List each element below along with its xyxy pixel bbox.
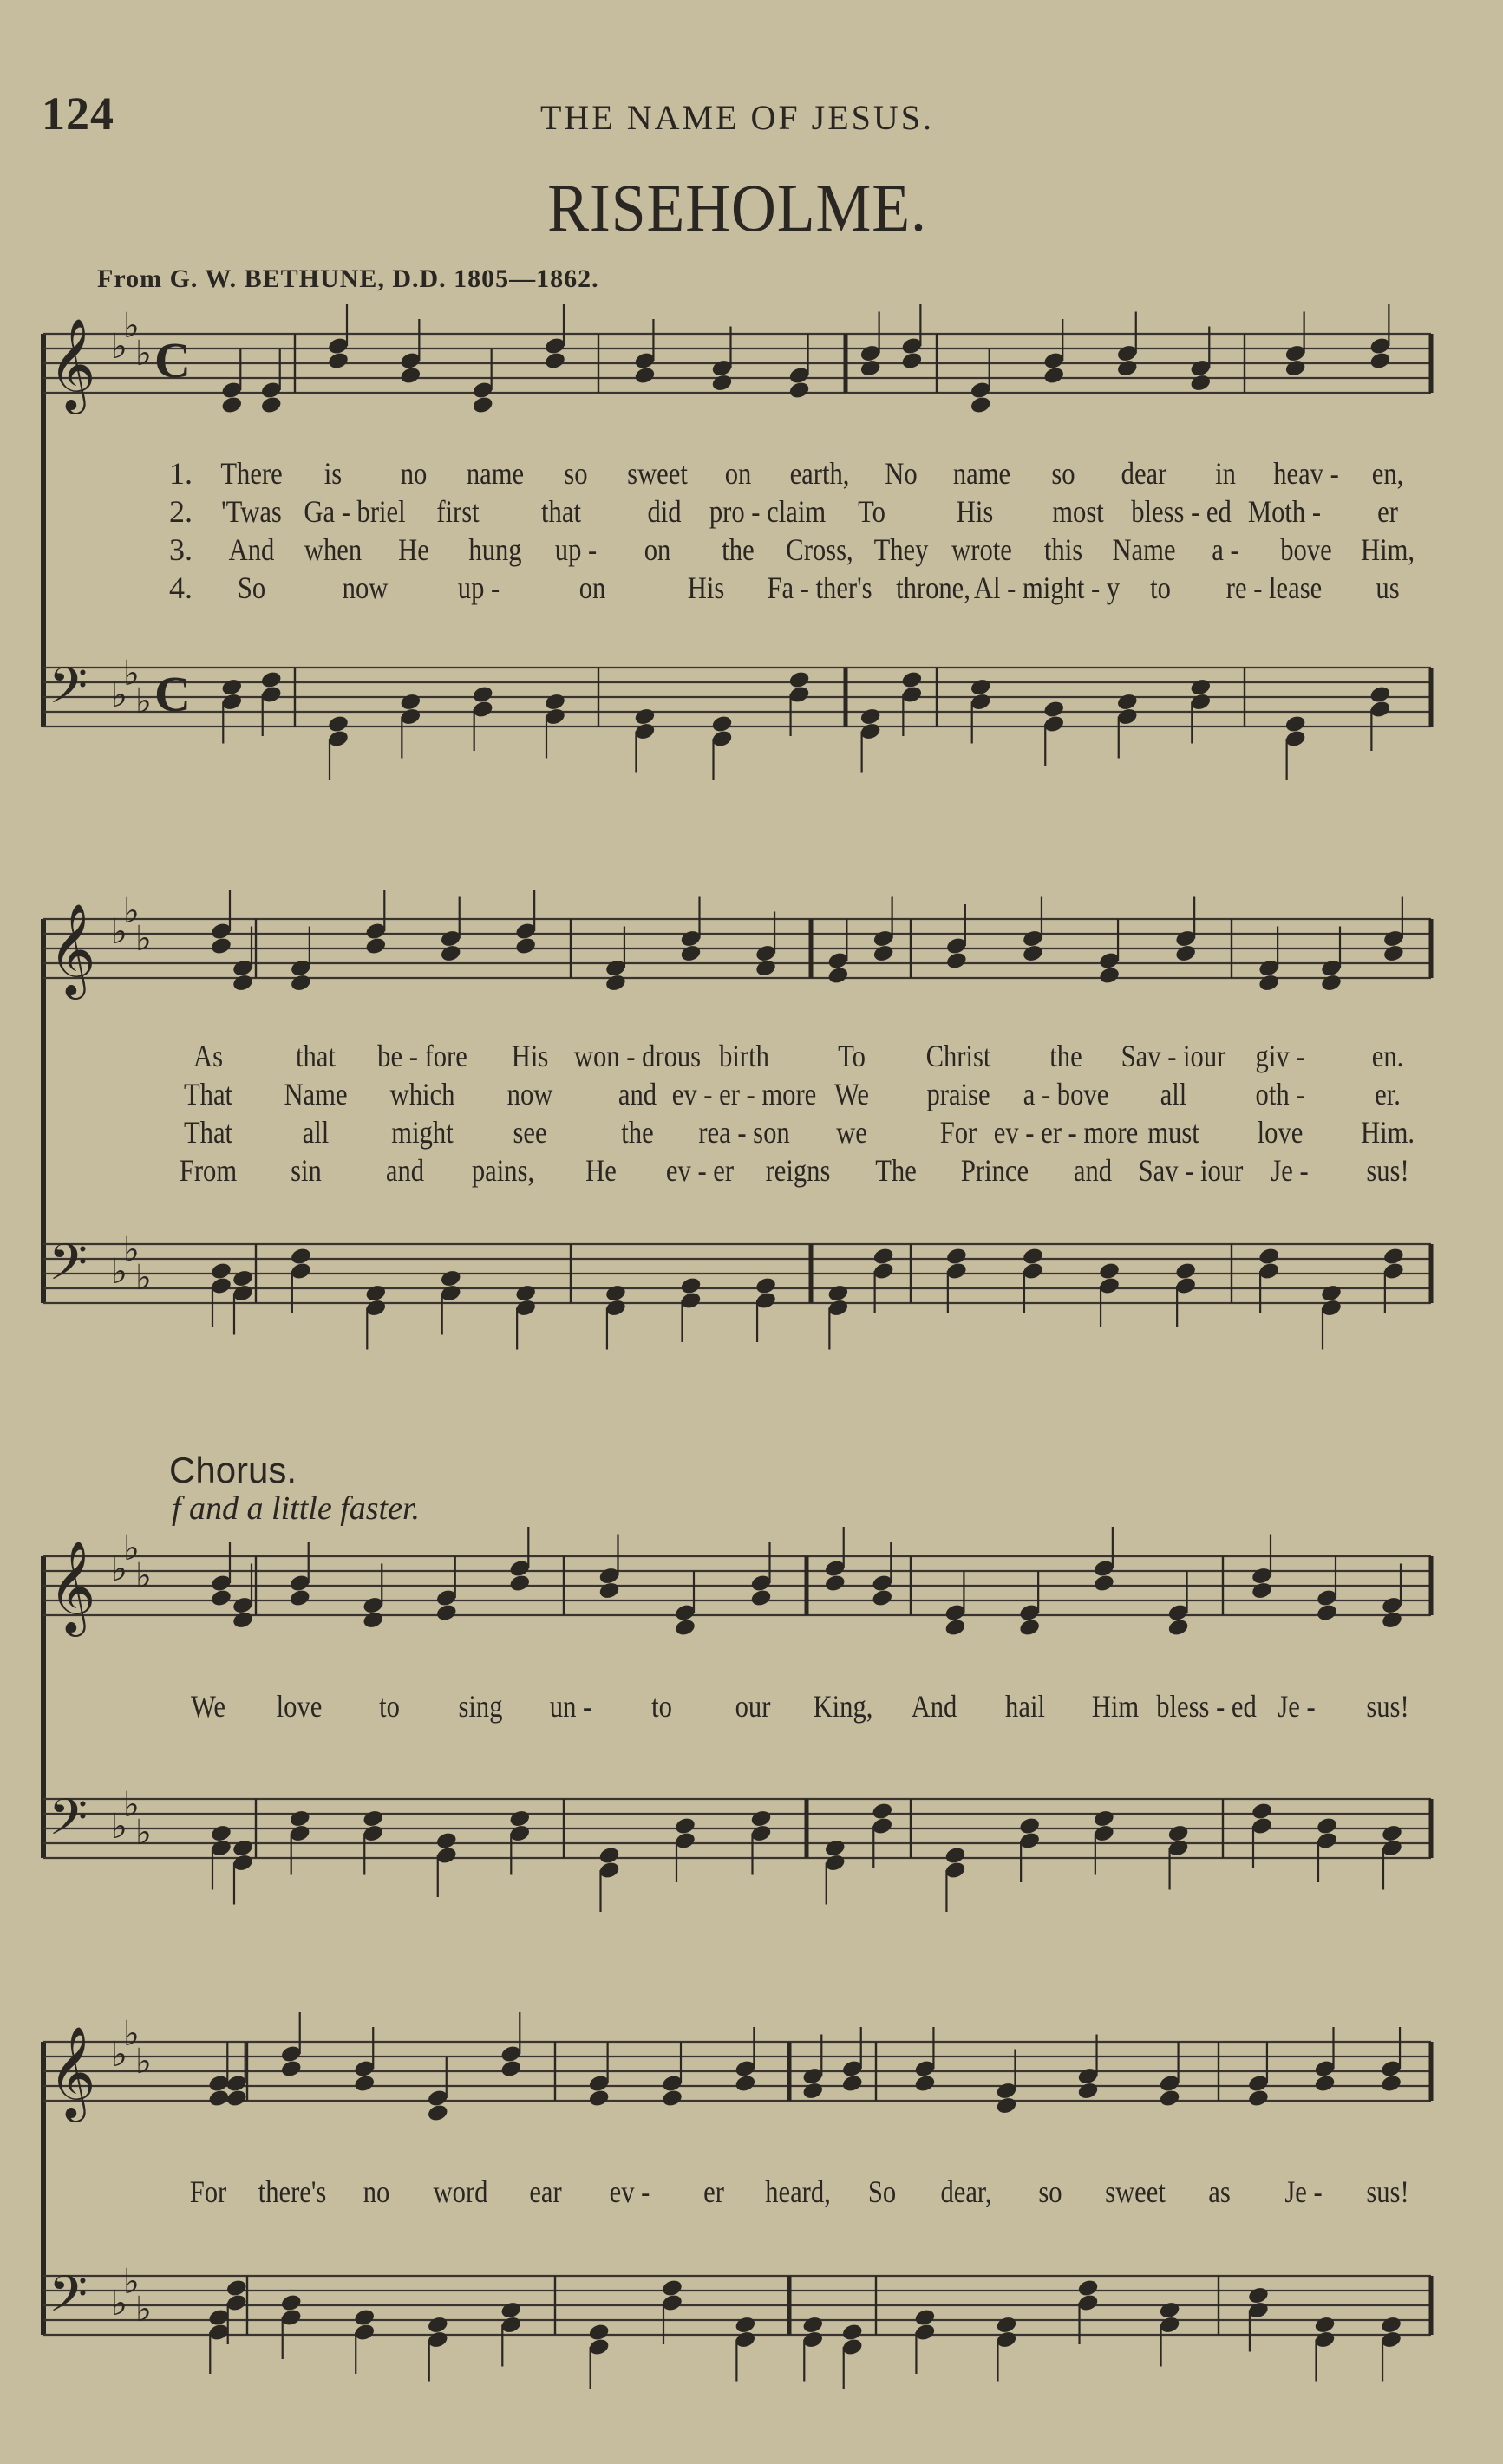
lyric-syllable: sus!	[1366, 1689, 1409, 1724]
lyric-syllable: er.	[1375, 1077, 1401, 1111]
lyric-syllable: They	[873, 532, 928, 567]
flat-icon: ♭	[135, 334, 152, 373]
lyric-syllable: er	[702, 2174, 724, 2209]
treble-clef-icon: 𝄞	[49, 903, 96, 995]
lyric-line-4-1	[0, 2174, 1422, 2213]
note	[588, 2323, 611, 2389]
lyric-syllable: might	[391, 1115, 454, 1150]
lyric-syllable: Name	[1112, 532, 1176, 567]
note	[207, 2042, 230, 2108]
lyric-syllable: We	[190, 1689, 226, 1724]
verse-number: 3.	[169, 532, 193, 567]
lyric-syllable: His	[687, 570, 725, 605]
lyric-syllable: Sav - iour	[1138, 1153, 1244, 1188]
verse-number: 1.	[169, 456, 193, 491]
lyric-syllable: Fa - ther's	[767, 570, 872, 605]
lyric-syllable: hung	[468, 532, 522, 567]
note	[1158, 2042, 1180, 2108]
lyric-line-1-3	[0, 531, 1422, 571]
lyric-syllable: name	[466, 456, 524, 491]
lyric-syllable: er	[1377, 494, 1398, 529]
lyric-syllable: giv -	[1255, 1039, 1305, 1073]
lyric-syllable: the	[1049, 1039, 1082, 1073]
lyric-syllable: Christ	[926, 1039, 991, 1073]
lyric-syllable: throne,	[896, 570, 970, 605]
flat-icon: ♭	[123, 1529, 140, 1568]
lyric-syllable: He	[398, 532, 429, 567]
flat-icon: ♭	[123, 2014, 140, 2053]
lyric-syllable: this	[1043, 532, 1082, 567]
lyric-syllable: Him.	[1360, 1115, 1415, 1150]
lyric-syllable: name	[953, 456, 1011, 491]
lyric-syllable: and	[1073, 1153, 1113, 1188]
note	[841, 2323, 864, 2389]
lyric-syllable: and	[618, 1077, 657, 1111]
flat-icon: ♭	[135, 2042, 152, 2081]
flat-icon: ♭	[135, 1813, 152, 1852]
flat-icon: ♭	[111, 327, 127, 366]
note	[1380, 2315, 1402, 2381]
note	[801, 2035, 824, 2101]
lyric-syllable: sweet	[627, 456, 688, 491]
lyric-syllable: our	[735, 1689, 771, 1724]
verse-number: 4.	[169, 570, 193, 605]
lyric-syllable: pains,	[471, 1153, 535, 1188]
lyric-syllable: Him,	[1360, 532, 1415, 567]
lyric-syllable: dear,	[940, 2174, 992, 2209]
lyric-syllable: oth -	[1255, 1077, 1305, 1111]
lyric-syllable: first	[436, 494, 480, 529]
lyric-line-1-2	[0, 493, 1422, 533]
lyric-syllable: We	[833, 1077, 869, 1111]
attribution: From G. W. BETHUNE, D.D. 1805—1862.	[97, 264, 599, 293]
note	[500, 2300, 522, 2366]
note	[661, 2042, 683, 2108]
flat-icon: ♭	[135, 1258, 152, 1297]
lyric-syllable: the	[722, 532, 755, 567]
lyric-syllable: dear	[1121, 456, 1167, 491]
lyric-syllable: there's	[258, 2174, 327, 2209]
lyric-syllable: sin	[291, 1153, 323, 1188]
lyric-line-3-1	[0, 1688, 1422, 1728]
note	[995, 2050, 1017, 2115]
flat-icon: ♭	[123, 1230, 140, 1269]
note	[207, 2308, 230, 2374]
lyric-syllable: us	[1376, 570, 1400, 605]
note	[1076, 2035, 1099, 2101]
lyric-syllable: To	[857, 494, 885, 529]
lyric-syllable: As	[193, 1039, 224, 1073]
lyric-syllable: now	[506, 1077, 553, 1111]
flat-icon: ♭	[123, 306, 140, 345]
note	[913, 2308, 936, 2374]
lyric-syllable: So	[867, 2174, 897, 2209]
lyric-syllable: in	[1214, 456, 1236, 491]
lyric-syllable: From	[179, 1153, 238, 1188]
lyric-syllable: sus!	[1366, 2174, 1409, 2209]
lyric-syllable: Cross,	[786, 532, 853, 567]
page-number: 124	[42, 88, 114, 140]
lyric-syllable: sus!	[1366, 1153, 1409, 1188]
lyric-line-2-2	[0, 1076, 1422, 1116]
chorus-label: Chorus.	[169, 1450, 297, 1490]
lyric-syllable: a - bove	[1023, 1077, 1109, 1111]
note	[734, 2027, 756, 2093]
lyric-syllable: And	[911, 1689, 957, 1724]
lyric-syllable: we	[835, 1115, 867, 1150]
lyric-syllable: reigns	[765, 1153, 831, 1188]
lyric-line-1-1	[0, 455, 1422, 495]
lyric-syllable: ev - er	[665, 1153, 734, 1188]
lyric-syllable: ev - er - more	[671, 1077, 817, 1111]
lyric-syllable: That	[183, 1077, 233, 1111]
lyric-syllable: be - fore	[377, 1039, 468, 1073]
lyric-syllable: 'Twas	[221, 494, 282, 529]
lyric-syllable: so	[1038, 2174, 1063, 2209]
lyric-syllable: And	[228, 532, 275, 567]
note	[280, 2012, 303, 2078]
lyric-syllable: to	[379, 1689, 401, 1724]
flat-icon: ♭	[135, 919, 152, 958]
common-time-icon: C	[154, 666, 191, 722]
lyric-syllable: No	[884, 456, 918, 491]
lyric-syllable: bless - ed	[1131, 494, 1232, 529]
lyric-syllable: Him	[1091, 1689, 1140, 1724]
note	[734, 2315, 756, 2381]
lyric-syllable: Sav - iour	[1121, 1039, 1226, 1073]
lyric-syllable: all	[302, 1115, 329, 1150]
flat-icon: ♭	[111, 2035, 127, 2074]
note	[353, 2027, 376, 2093]
flat-icon: ♭	[111, 1549, 127, 1588]
lyric-syllable: did	[647, 494, 682, 529]
note	[1313, 2027, 1336, 2093]
lyric-syllable: praise	[926, 1077, 990, 1111]
bass-clef-icon: 𝄢	[49, 1233, 88, 1304]
note	[280, 2293, 303, 2359]
lyric-syllable: There	[220, 456, 283, 491]
lyric-syllable: word	[433, 2174, 488, 2209]
note	[588, 2042, 611, 2108]
lyric-syllable: love	[1258, 1115, 1304, 1150]
lyric-syllable: up -	[555, 532, 598, 567]
lyric-syllable: so	[564, 456, 588, 491]
lyric-syllable: Je -	[1278, 1689, 1317, 1724]
flat-icon: ♭	[111, 675, 127, 714]
lyric-syllable: must	[1147, 1115, 1199, 1150]
lyric-line-2-3	[0, 1114, 1422, 1154]
lyric-syllable: en,	[1371, 456, 1404, 491]
bass-clef-icon: 𝄢	[49, 1788, 88, 1859]
lyric-syllable: love	[276, 1689, 322, 1724]
note	[913, 2027, 936, 2093]
note	[500, 2012, 522, 2078]
lyric-syllable: ev -	[609, 2174, 650, 2209]
flat-icon: ♭	[111, 2284, 127, 2323]
lyric-syllable: on	[578, 570, 606, 605]
lyric-syllable: wrote	[951, 532, 1012, 567]
treble-clef-icon: 𝄞	[49, 2025, 96, 2118]
lyric-syllable: hail	[1004, 1689, 1045, 1724]
lyric-syllable: a -	[1212, 532, 1239, 567]
lyric-syllable: Je -	[1284, 2174, 1323, 2209]
lyric-syllable: To	[837, 1039, 866, 1073]
note	[1247, 2042, 1270, 2108]
lyric-syllable: pro - claim	[709, 494, 827, 529]
lyric-syllable: to	[651, 1689, 672, 1724]
lyric-syllable: which	[389, 1077, 455, 1111]
lyric-syllable: earth,	[789, 456, 850, 491]
lyric-syllable: Name	[284, 1077, 348, 1111]
lyric-syllable: when	[304, 532, 362, 567]
lyric-line-1-4	[0, 570, 1422, 609]
flat-icon: ♭	[135, 681, 152, 720]
lyric-syllable: King,	[813, 1689, 873, 1724]
lyric-syllable: heard,	[765, 2174, 831, 2209]
lyric-syllable: on	[644, 532, 671, 567]
note	[353, 2308, 376, 2374]
lyric-syllable: Je -	[1270, 1153, 1309, 1188]
lyric-syllable: He	[585, 1153, 618, 1188]
tempo-marking: f and a little faster.	[172, 1490, 421, 1527]
lyric-syllable: see	[513, 1115, 547, 1150]
lyric-syllable: is	[323, 456, 342, 491]
note	[427, 2057, 449, 2122]
flat-icon: ♭	[123, 1785, 140, 1824]
note	[1380, 2027, 1402, 2093]
lyric-syllable: Prince	[960, 1153, 1029, 1188]
lyric-syllable: sing	[458, 1689, 503, 1724]
lyric-syllable: so	[1051, 456, 1075, 491]
flat-icon: ♭	[111, 1252, 127, 1291]
lyric-syllable: bless - ed	[1155, 1689, 1257, 1724]
lyric-syllable: the	[620, 1115, 654, 1150]
lyric-syllable: So	[237, 570, 266, 605]
lyric-syllable: His	[956, 494, 993, 529]
tune-title: RISEHOLME.	[547, 170, 927, 245]
bass-clef-icon: 𝄢	[49, 2265, 88, 2336]
lyric-syllable: won - drous	[573, 1039, 701, 1073]
lyric-syllable: That	[183, 1115, 233, 1150]
lyric-syllable: most	[1051, 494, 1104, 529]
lyric-syllable: For	[189, 2174, 227, 2209]
lyric-syllable: on	[725, 456, 752, 491]
bass-clef-icon: 𝄢	[49, 656, 88, 727]
lyric-syllable: heav -	[1273, 456, 1340, 491]
lyric-syllable: now	[342, 570, 389, 605]
lyric-syllable: as	[1207, 2174, 1231, 2209]
running-head: THE NAME OF JESUS.	[539, 98, 935, 137]
lyric-syllable: to	[1150, 570, 1171, 605]
flat-icon: ♭	[123, 891, 140, 930]
lyric-syllable: sweet	[1104, 2174, 1166, 2209]
lyric-syllable: bove	[1280, 532, 1333, 567]
note	[841, 2027, 864, 2093]
common-time-icon: C	[154, 332, 191, 388]
lyric-syllable: en.	[1371, 1039, 1404, 1073]
treble-clef-icon: 𝄞	[49, 317, 96, 410]
lyric-syllable: up -	[457, 570, 500, 605]
flat-icon: ♭	[123, 654, 140, 693]
lyric-syllable: all	[1160, 1077, 1187, 1111]
flat-icon: ♭	[135, 2290, 152, 2329]
lyric-syllable: Ga - briel	[304, 494, 406, 529]
flat-icon: ♭	[135, 1556, 152, 1595]
verse-number: 2.	[169, 494, 193, 529]
lyric-syllable: rea - son	[698, 1115, 790, 1150]
lyric-syllable: Moth -	[1247, 494, 1321, 529]
lyric-line-2-1	[0, 1038, 1422, 1078]
note	[1158, 2300, 1180, 2366]
flat-icon: ♭	[111, 912, 127, 951]
note	[801, 2315, 824, 2381]
note	[1313, 2315, 1336, 2381]
lyric-line-2-4	[0, 1152, 1422, 1192]
treble-clef-icon: 𝄞	[49, 1540, 96, 1633]
lyric-syllable: un -	[550, 1689, 592, 1724]
lyric-syllable: that	[541, 494, 582, 529]
note	[427, 2315, 449, 2381]
note	[1247, 2285, 1270, 2351]
note	[225, 2042, 248, 2108]
lyric-syllable: The	[875, 1153, 918, 1188]
lyric-syllable: Al - might - y	[973, 570, 1121, 605]
lyric-syllable: and	[385, 1153, 424, 1188]
lyric-syllable: ear	[528, 2174, 562, 2209]
lyric-syllable: For	[940, 1115, 977, 1150]
lyric-syllable: no	[363, 2174, 390, 2209]
lyric-syllable: that	[295, 1039, 336, 1073]
flat-icon: ♭	[123, 2262, 140, 2301]
lyric-syllable: no	[400, 456, 428, 491]
lyric-syllable: ev - er - more	[993, 1115, 1139, 1150]
lyric-syllable: His	[511, 1039, 549, 1073]
lyric-syllable: birth	[719, 1039, 770, 1073]
flat-icon: ♭	[111, 1807, 127, 1846]
note	[995, 2315, 1017, 2381]
lyric-syllable: re - lease	[1225, 570, 1323, 605]
